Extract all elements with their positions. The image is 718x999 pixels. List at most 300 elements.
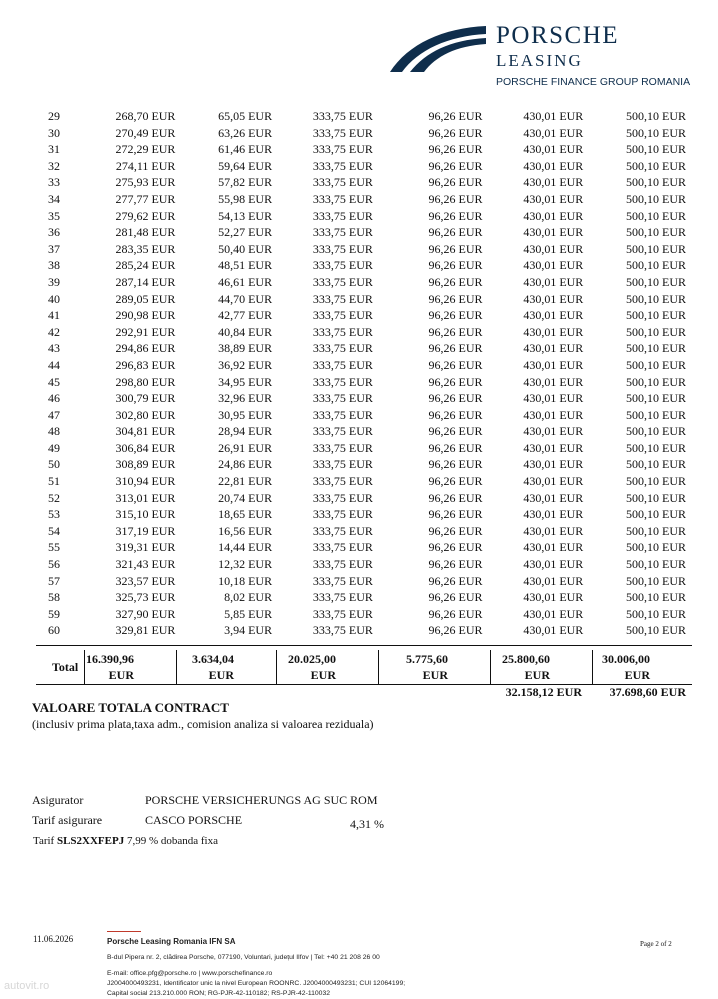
table-cell: 329,81 EUR [115,623,176,638]
table-cell: 319,31 EUR [115,540,176,555]
table-cell: 96,26 EUR [428,109,483,123]
table-cell: 281,48 EUR [115,225,176,240]
table-cell: 12,32 EUR [218,557,273,572]
table-cell: 46 [48,391,60,406]
table-cell: 430,01 EUR [523,225,584,240]
table-cell: 10,18 EUR [218,573,273,588]
table-cell: 317,19 EUR [115,523,176,538]
table-cell: 31 [48,142,60,157]
table-row [36,324,692,341]
brand-group: PORSCHE FINANCE GROUP ROMANIA [496,76,691,88]
table-cell: 96,26 EUR [428,357,483,372]
table-cell: 24,86 EUR [218,457,273,472]
table-cell: 500,10 EUR [626,457,686,472]
table-cell: 327,90 EUR [115,606,176,621]
table-cell: 300,79 EUR [115,391,176,406]
table-cell: 96,26 EUR [428,274,483,289]
table-cell: 333,75 EUR [312,308,373,323]
table-cell: 46,61 EUR [218,274,273,289]
table-row [36,357,692,374]
table-cell: 500,10 EUR [626,208,686,223]
payment-schedule-table [36,108,692,639]
table-cell: 96,26 EUR [428,258,483,273]
table-cell: 96,26 EUR [428,507,483,522]
table-row [36,191,692,208]
table-row [36,274,692,291]
table-cell: 33 [48,175,60,190]
table-cell: 430,01 EUR [523,341,584,356]
table-cell: 430,01 EUR [523,424,584,439]
table-cell: 268,70 EUR [115,109,176,123]
table-cell: 29 [48,109,60,123]
total-value [554,651,650,683]
table-cell: 321,43 EUR [115,557,176,572]
table-row [36,241,692,258]
table-row [36,208,692,225]
insurer-value: PORSCHE VERSICHERUNGS AG SUC ROM [145,793,378,807]
table-row [36,174,692,191]
total-currency: EUR [208,668,234,682]
table-row [36,622,692,639]
table-cell: 8,02 EUR [224,590,273,605]
tariff-value: CASCO PORSCHE [145,813,243,827]
table-cell: 500,10 EUR [626,440,686,455]
table-cell: 430,01 EUR [523,175,584,190]
table-cell: 5,85 EUR [224,606,273,621]
table-cell: 277,77 EUR [115,191,176,206]
table-cell: 430,01 EUR [523,407,584,422]
table-cell: 28,94 EUR [218,424,273,439]
tariff-label: Tarif asigurare [32,813,103,827]
table-cell: 430,01 EUR [523,142,584,157]
table-cell: 325,73 EUR [115,590,176,605]
table-cell: 500,10 EUR [626,274,686,289]
table-cell: 500,10 EUR [626,324,686,339]
table-cell: 500,10 EUR [626,357,686,372]
table-cell: 430,01 EUR [523,540,584,555]
table-cell: 500,10 EUR [626,606,686,621]
table-cell: 57 [48,573,60,588]
table-cell: 333,75 EUR [312,440,373,455]
table-cell: 430,01 EUR [523,208,584,223]
table-cell: 500,10 EUR [626,241,686,256]
table-cell: 96,26 EUR [428,291,483,306]
table-cell: 51 [48,474,60,489]
table-cell: 333,75 EUR [312,623,373,638]
page-number: Page 2 of 2 [640,940,672,948]
table-cell: 333,75 EUR [312,606,373,621]
table-cell: 430,01 EUR [523,324,584,339]
table-cell: 30,95 EUR [218,407,273,422]
table-cell: 272,29 EUR [115,142,176,157]
table-cell: 48,51 EUR [218,258,273,273]
table-cell: 96,26 EUR [428,241,483,256]
watermark: autovit.ro [4,980,50,992]
table-row [36,141,692,158]
table-cell: 430,01 EUR [523,274,584,289]
table-row [36,573,692,590]
table-cell: 500,10 EUR [626,109,686,123]
table-cell: 304,81 EUR [115,424,176,439]
table-cell: 430,01 EUR [523,606,584,621]
table-cell: 287,14 EUR [115,274,176,289]
table-cell: 500,10 EUR [626,557,686,572]
table-cell: 430,01 EUR [523,109,584,123]
table-cell: 96,26 EUR [428,523,483,538]
table-cell: 430,01 EUR [523,474,584,489]
table-row [36,340,692,357]
table-cell: 323,57 EUR [115,573,176,588]
footer-address: B-dul Pipera nr. 2, clădirea Porsche, 077190, Voluntari, județul Ilfov | Tel: +40 21 208 26 00 [107,954,380,961]
table-cell: 333,75 EUR [312,258,373,273]
table-cell: 430,01 EUR [523,391,584,406]
table-row [36,473,692,490]
table-cell: 500,10 EUR [626,291,686,306]
table-cell: 54 [48,523,60,538]
table-cell: 285,24 EUR [115,258,176,273]
table-cell: 38 [48,258,60,273]
table-cell: 96,26 EUR [428,324,483,339]
table-cell: 500,10 EUR [626,158,686,173]
table-cell: 96,26 EUR [428,341,483,356]
table-cell: 50 [48,457,60,472]
table-cell: 26,91 EUR [218,440,273,455]
table-cell: 52,27 EUR [218,225,273,240]
table-row [36,490,692,507]
table-cell: 298,80 EUR [115,374,176,389]
table-cell: 40 [48,291,60,306]
schedule-body [36,108,692,639]
table-cell: 55 [48,540,60,555]
table-row [36,374,692,391]
table-cell: 333,75 EUR [312,191,373,206]
table-cell: 54,13 EUR [218,208,273,223]
table-cell: 96,26 EUR [428,308,483,323]
table-cell: 333,75 EUR [312,374,373,389]
table-cell: 500,10 EUR [626,540,686,555]
contract-total-title: VALOARE TOTALA CONTRACT [32,700,229,715]
table-cell: 47 [48,407,60,422]
table-cell: 430,01 EUR [523,623,584,638]
interest-tariff-rate: 7,99 % dobanda fixa [126,835,218,847]
table-cell: 35 [48,208,60,223]
total-value [454,651,550,683]
table-cell: 96,26 EUR [428,175,483,190]
total-value [38,651,134,683]
table-cell: 333,75 EUR [312,109,373,123]
table-row [36,224,692,241]
table-cell: 40,84 EUR [218,324,273,339]
table-cell: 430,01 EUR [523,457,584,472]
table-cell: 18,65 EUR [218,507,273,522]
table-cell: 500,10 EUR [626,341,686,356]
table-cell: 333,75 EUR [312,523,373,538]
table-cell: 60 [48,623,60,638]
table-cell: 333,75 EUR [312,158,373,173]
contract-total-note: (inclusiv prima plata,taxa adm., comision analiza si valoarea reziduala) [32,717,374,731]
table-cell: 289,05 EUR [115,291,176,306]
table-cell: 333,75 EUR [312,590,373,605]
total-currency: EUR [524,668,550,682]
interest-tariff-code: SLS2XXFEPJ [56,835,125,847]
table-cell: 96,26 EUR [428,573,483,588]
table-row [36,523,692,540]
table-cell: 430,01 EUR [523,125,584,140]
table-cell: 292,91 EUR [115,324,176,339]
table-cell: 430,01 EUR [523,507,584,522]
total-currency: EUR [108,668,134,682]
table-cell: 22,81 EUR [218,474,273,489]
table-row [36,440,692,457]
insurer-label: Asigurator [32,793,84,807]
total-currency: EUR [624,668,650,682]
table-cell: 430,01 EUR [523,308,584,323]
table-cell: 333,75 EUR [312,208,373,223]
table-cell: 333,75 EUR [312,225,373,240]
table-cell: 500,10 EUR [626,142,686,157]
table-cell: 430,01 EUR [523,590,584,605]
table-cell: 333,75 EUR [312,424,373,439]
table-cell: 500,10 EUR [626,258,686,273]
table-cell: 430,01 EUR [523,440,584,455]
table-cell: 96,26 EUR [428,158,483,173]
table-cell: 500,10 EUR [626,474,686,489]
table-cell: 44,70 EUR [218,291,273,306]
grand-total-vat-included: 37.698,60 EUR [609,685,686,699]
table-cell: 96,26 EUR [428,407,483,422]
table-cell: 333,75 EUR [312,175,373,190]
table-cell: 313,01 EUR [115,490,176,505]
table-cell: 96,26 EUR [428,424,483,439]
total-amount: 25.800,60 [502,652,550,666]
table-cell: 430,01 EUR [523,241,584,256]
table-cell: 20,74 EUR [218,490,273,505]
brand-name: PORSCHE [496,22,620,49]
table-cell: 270,49 EUR [115,125,176,140]
table-cell: 500,10 EUR [626,523,686,538]
table-cell: 56 [48,557,60,572]
table-row [36,291,692,308]
table-cell: 96,26 EUR [428,142,483,157]
table-cell: 44 [48,357,60,372]
table-cell: 63,26 EUR [218,125,273,140]
table-cell: 36 [48,225,60,240]
table-cell: 500,10 EUR [626,191,686,206]
table-cell: 500,10 EUR [626,374,686,389]
table-cell: 96,26 EUR [428,557,483,572]
table-cell: 315,10 EUR [115,507,176,522]
table-cell: 308,89 EUR [115,457,176,472]
footer-accent-line [107,931,141,932]
footer-capital: Capital social 213.210.000 RON; RG-PJR-42-110182; RS-PJR-42-110032 [107,990,331,997]
table-row [36,307,692,324]
table-cell: 290,98 EUR [115,308,176,323]
table-cell: 96,26 EUR [428,606,483,621]
table-cell: 34 [48,191,60,206]
table-cell: 96,26 EUR [428,457,483,472]
table-row [36,158,692,175]
total-value [352,651,448,683]
table-cell: 279,62 EUR [115,208,176,223]
table-cell: 430,01 EUR [523,573,584,588]
table-cell: 500,10 EUR [626,573,686,588]
total-amount: 20.025,00 [288,652,336,666]
table-cell: 500,10 EUR [626,391,686,406]
table-cell: 333,75 EUR [312,125,373,140]
table-cell: 3,94 EUR [224,623,273,638]
table-cell: 53 [48,507,60,522]
table-cell: 96,26 EUR [428,225,483,240]
total-value [240,651,336,683]
table-cell: 500,10 EUR [626,507,686,522]
table-cell: 96,26 EUR [428,623,483,638]
table-row [36,125,692,142]
table-row [36,589,692,606]
table-cell: 61,46 EUR [218,142,273,157]
footer-registration: J2004000493231, Identificator unic la nivel European ROONRC. J2004000493231; CUI 12064199; [107,980,406,987]
table-row [36,390,692,407]
table-cell: 96,26 EUR [428,391,483,406]
table-cell: 58 [48,590,60,605]
table-cell: 333,75 EUR [312,274,373,289]
table-cell: 333,75 EUR [312,324,373,339]
table-cell: 96,26 EUR [428,208,483,223]
table-cell: 96,26 EUR [428,490,483,505]
brand-subtitle: LEASING [496,51,583,70]
table-cell: 59 [48,606,60,621]
table-cell: 16,56 EUR [218,523,273,538]
total-amount: 16.390,96 [86,652,134,666]
table-cell: 430,01 EUR [523,557,584,572]
table-row [36,108,692,125]
table-row [36,506,692,523]
total-currency: EUR [422,668,448,682]
table-cell: 30 [48,125,60,140]
table-cell: 333,75 EUR [312,291,373,306]
table-cell: 430,01 EUR [523,158,584,173]
tariff-percent: 4,31 % [350,817,384,831]
table-cell: 57,82 EUR [218,175,273,190]
table-cell: 500,10 EUR [626,490,686,505]
table-cell: 430,01 EUR [523,191,584,206]
table-cell: 333,75 EUR [312,540,373,555]
footer-email: E-mail: office.pfg@porsche.ro | www.porschefinance.ro [107,970,273,977]
table-cell: 96,26 EUR [428,125,483,140]
table-row [36,539,692,556]
table-cell: 306,84 EUR [115,440,176,455]
table-cell: 500,10 EUR [626,590,686,605]
total-amount: 5.775,60 [406,652,448,666]
table-cell: 96,26 EUR [428,440,483,455]
total-amount: 30.006,00 [602,652,650,666]
table-cell: 333,75 EUR [312,142,373,157]
table-cell: 500,10 EUR [626,125,686,140]
table-cell: 310,94 EUR [115,474,176,489]
table-cell: 296,83 EUR [115,357,176,372]
table-row [36,606,692,623]
table-cell: 333,75 EUR [312,474,373,489]
table-cell: 430,01 EUR [523,258,584,273]
table-cell: 500,10 EUR [626,225,686,240]
table-cell: 333,75 EUR [312,357,373,372]
document-date: 11.06.2026 [33,934,74,944]
total-value [138,651,234,683]
table-cell: 500,10 EUR [626,407,686,422]
table-cell: 42 [48,324,60,339]
table-cell: 38,89 EUR [218,341,273,356]
table-cell: 283,35 EUR [115,241,176,256]
table-cell: 96,26 EUR [428,374,483,389]
table-cell: 500,10 EUR [626,424,686,439]
table-cell: 333,75 EUR [312,457,373,472]
totals-row [36,650,692,684]
porsche-leasing-logo [388,20,700,90]
table-cell: 36,92 EUR [218,357,273,372]
table-cell: 45 [48,374,60,389]
table-cell: 37 [48,241,60,256]
table-cell: 500,10 EUR [626,623,686,638]
table-cell: 302,80 EUR [115,407,176,422]
table-cell: 39 [48,274,60,289]
table-cell: 48 [48,424,60,439]
table-cell: 42,77 EUR [218,308,273,323]
swoosh-logo-icon [388,24,488,76]
table-cell: 430,01 EUR [523,357,584,372]
table-cell: 333,75 EUR [312,490,373,505]
table-cell: 333,75 EUR [312,507,373,522]
table-row [36,257,692,274]
table-row [36,556,692,573]
table-cell: 96,26 EUR [428,590,483,605]
table-cell: 50,40 EUR [218,241,273,256]
table-cell: 275,93 EUR [115,175,176,190]
table-cell: 500,10 EUR [626,175,686,190]
grand-total-vat-excluded: 32.158,12 EUR [505,685,582,699]
table-cell: 333,75 EUR [312,341,373,356]
table-cell: 430,01 EUR [523,291,584,306]
table-cell: 96,26 EUR [428,474,483,489]
table-row [36,407,692,424]
table-cell: 65,05 EUR [218,109,273,123]
table-cell: 96,26 EUR [428,191,483,206]
totals-divider [36,645,692,646]
table-cell: 43 [48,341,60,356]
table-cell: 52 [48,490,60,505]
table-cell: 430,01 EUR [523,374,584,389]
table-cell: 34,95 EUR [218,374,273,389]
interest-tariff-prefix: Tarif [33,835,55,847]
table-cell: 333,75 EUR [312,557,373,572]
table-cell: 14,44 EUR [218,540,273,555]
table-cell: 430,01 EUR [523,523,584,538]
table-cell: 274,11 EUR [115,158,176,173]
table-cell: 333,75 EUR [312,241,373,256]
table-cell: 333,75 EUR [312,573,373,588]
table-cell: 41 [48,308,60,323]
table-row [36,423,692,440]
table-cell: 59,64 EUR [218,158,273,173]
table-cell: 430,01 EUR [523,490,584,505]
footer-company: Porsche Leasing Romania IFN SA [107,937,236,946]
table-cell: 32 [48,158,60,173]
table-cell: 333,75 EUR [312,391,373,406]
table-cell: 500,10 EUR [626,308,686,323]
total-amount: 3.634,04 [192,652,234,666]
table-cell: 49 [48,440,60,455]
table-cell: 32,96 EUR [218,391,273,406]
total-currency: EUR [310,668,336,682]
table-cell: 55,98 EUR [218,191,273,206]
